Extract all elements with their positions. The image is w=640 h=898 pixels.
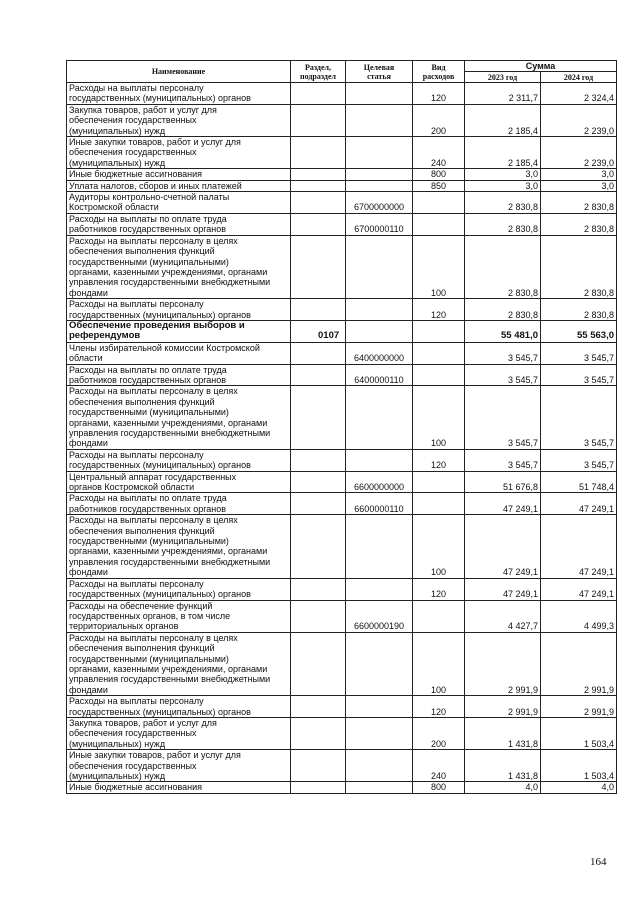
- row-sum-2024: 3 545,7: [541, 386, 617, 449]
- row-sum-2023: 4 427,7: [465, 600, 541, 632]
- row-target: [346, 782, 413, 793]
- row-section: [291, 515, 346, 578]
- row-type: [413, 471, 465, 493]
- row-section: [291, 782, 346, 793]
- header-sum: Сумма: [465, 61, 617, 72]
- row-sum-2024: 3,0: [541, 169, 617, 180]
- row-target: [346, 169, 413, 180]
- row-sum-2023: 3 545,7: [465, 364, 541, 386]
- row-sum-2024: 1 503,4: [541, 717, 617, 749]
- table-row: [67, 320, 617, 342]
- table-row: [67, 83, 617, 105]
- row-target: [346, 449, 413, 471]
- table-row: [67, 515, 617, 578]
- row-name: Уплата налогов, сборов и иных платежей: [67, 180, 291, 191]
- row-type: 100: [413, 632, 465, 695]
- row-sum-2024: 2 830,8: [541, 235, 617, 298]
- row-name: Расходы на выплаты персоналу государственных (муниципальных) органов: [67, 449, 291, 471]
- row-sum-2024: 3 545,7: [541, 364, 617, 386]
- row-sum-2023: 4,0: [465, 782, 541, 793]
- row-target: [346, 717, 413, 749]
- row-sum-2023: 47 249,1: [465, 515, 541, 578]
- table-row: [67, 386, 617, 449]
- row-name: Расходы на выплаты персоналу в целях обеспечения выполнения функций государственными (муниципальными) органами, казенными учреждениями, органами управления государственными внебюджетными фондами: [67, 235, 291, 298]
- row-type: 120: [413, 578, 465, 600]
- row-sum-2024: 47 249,1: [541, 578, 617, 600]
- table-row: [67, 493, 617, 515]
- row-section: [291, 578, 346, 600]
- row-target: 6700000000: [346, 192, 413, 214]
- row-sum-2024: 55 563,0: [541, 320, 617, 342]
- row-sum-2023: 2 991,9: [465, 696, 541, 718]
- row-section: [291, 342, 346, 364]
- table-row: [67, 213, 617, 235]
- row-target: [346, 180, 413, 191]
- row-target: [346, 386, 413, 449]
- row-type: 100: [413, 515, 465, 578]
- row-sum-2023: 3,0: [465, 180, 541, 191]
- row-section: [291, 235, 346, 298]
- row-name: Закупка товаров, работ и услуг для обеспечения государственных (муниципальных) нужд: [67, 717, 291, 749]
- row-sum-2023: 1 431,8: [465, 750, 541, 782]
- row-name: Расходы на выплаты по оплате труда работников государственных органов: [67, 493, 291, 515]
- table-row: [67, 578, 617, 600]
- row-name: Расходы на выплаты по оплате труда работников государственных органов: [67, 213, 291, 235]
- row-sum-2024: 4,0: [541, 782, 617, 793]
- header-year-2024: 2024 год: [541, 72, 617, 83]
- row-name: Расходы на выплаты персоналу в целях обеспечения выполнения функций государственными (муниципальными) органами, казенными учреждениями, органами управления государственными внебюджетными фондами: [67, 515, 291, 578]
- row-name: Иные закупки товаров, работ и услуг для обеспечения государственных (муниципальных) нужд: [67, 750, 291, 782]
- row-section: [291, 600, 346, 632]
- row-target: [346, 515, 413, 578]
- header-year-2023: 2023 год: [465, 72, 541, 83]
- row-section: [291, 632, 346, 695]
- row-target: [346, 104, 413, 136]
- table-row: [67, 364, 617, 386]
- row-type: 800: [413, 782, 465, 793]
- row-sum-2023: 47 249,1: [465, 493, 541, 515]
- row-sum-2023: 2 830,8: [465, 299, 541, 321]
- row-target: 6700000110: [346, 213, 413, 235]
- header-target: Целевая статья: [346, 61, 413, 83]
- row-sum-2024: 3,0: [541, 180, 617, 191]
- row-name: Расходы на выплаты персоналу государственных (муниципальных) органов: [67, 578, 291, 600]
- row-name: Члены избирательной комиссии Костромской области: [67, 342, 291, 364]
- row-section: [291, 386, 346, 449]
- row-sum-2024: 4 499,3: [541, 600, 617, 632]
- row-type: 120: [413, 299, 465, 321]
- row-type: 200: [413, 104, 465, 136]
- row-name: Иные бюджетные ассигнования: [67, 169, 291, 180]
- row-target: [346, 750, 413, 782]
- row-type: 850: [413, 180, 465, 191]
- row-section: [291, 717, 346, 749]
- row-target: [346, 632, 413, 695]
- row-target: [346, 235, 413, 298]
- row-section: 0107: [291, 320, 346, 342]
- row-section: [291, 493, 346, 515]
- row-name: Расходы на обеспечение функций государственных органов, в том числе территориальных органов: [67, 600, 291, 632]
- row-sum-2024: 2 239,0: [541, 137, 617, 169]
- row-section: [291, 471, 346, 493]
- row-section: [291, 83, 346, 105]
- row-section: [291, 364, 346, 386]
- row-type: 100: [413, 386, 465, 449]
- row-sum-2023: 3 545,7: [465, 386, 541, 449]
- row-sum-2023: 2 830,8: [465, 213, 541, 235]
- row-target: 6600000000: [346, 471, 413, 493]
- row-target: [346, 137, 413, 169]
- row-target: [346, 299, 413, 321]
- row-name: Расходы на выплаты по оплате труда работников государственных органов: [67, 364, 291, 386]
- row-sum-2024: 3 545,7: [541, 449, 617, 471]
- row-name: Расходы на выплаты персоналу в целях обеспечения выполнения функций государственными (муниципальными) органами, казенными учреждениями, органами управления государственными внебюджетными фондами: [67, 632, 291, 695]
- row-sum-2023: 2 830,8: [465, 192, 541, 214]
- header-type: Вид расходов: [413, 61, 465, 83]
- table-row: [67, 137, 617, 169]
- row-type: 200: [413, 717, 465, 749]
- row-target: 6600000190: [346, 600, 413, 632]
- table-row: [67, 169, 617, 180]
- row-sum-2024: 3 545,7: [541, 342, 617, 364]
- row-target: [346, 83, 413, 105]
- table-row: [67, 600, 617, 632]
- table-row: [67, 750, 617, 782]
- row-name: Расходы на выплаты персоналу в целях обеспечения выполнения функций государственными (муниципальными) органами, казенными учреждениями, органами управления государственными внебюджетными фондами: [67, 386, 291, 449]
- table-row: [67, 235, 617, 298]
- table-row: [67, 449, 617, 471]
- table-row: [67, 192, 617, 214]
- row-target: [346, 320, 413, 342]
- row-sum-2023: 47 249,1: [465, 578, 541, 600]
- row-section: [291, 137, 346, 169]
- row-name: Центральный аппарат государственных органов Костромской области: [67, 471, 291, 493]
- row-type: [413, 600, 465, 632]
- table-row: [67, 782, 617, 793]
- row-name: Аудиторы контрольно-счетной палаты Костромской области: [67, 192, 291, 214]
- row-type: [413, 320, 465, 342]
- row-sum-2023: 3 545,7: [465, 449, 541, 471]
- row-type: [413, 192, 465, 214]
- row-section: [291, 750, 346, 782]
- row-section: [291, 192, 346, 214]
- row-sum-2023: 2 830,8: [465, 235, 541, 298]
- row-sum-2023: 2 185,4: [465, 137, 541, 169]
- row-target: 6600000110: [346, 493, 413, 515]
- row-sum-2024: 47 249,1: [541, 515, 617, 578]
- row-sum-2024: 1 503,4: [541, 750, 617, 782]
- header-name: Наименование: [67, 61, 291, 83]
- table-row: [67, 342, 617, 364]
- row-sum-2023: 55 481,0: [465, 320, 541, 342]
- budget-table: [66, 60, 617, 794]
- row-sum-2024: 2 991,9: [541, 696, 617, 718]
- row-sum-2023: 2 991,9: [465, 632, 541, 695]
- row-type: 800: [413, 169, 465, 180]
- row-sum-2023: 3 545,7: [465, 342, 541, 364]
- row-type: 100: [413, 235, 465, 298]
- row-name: Расходы на выплаты персоналу государственных (муниципальных) органов: [67, 83, 291, 105]
- row-target: [346, 696, 413, 718]
- row-section: [291, 213, 346, 235]
- row-type: [413, 342, 465, 364]
- row-section: [291, 180, 346, 191]
- row-sum-2024: 2 324,4: [541, 83, 617, 105]
- row-name: Закупка товаров, работ и услуг для обеспечения государственных (муниципальных) нужд: [67, 104, 291, 136]
- row-name: Иные бюджетные ассигнования: [67, 782, 291, 793]
- row-name: Расходы на выплаты персоналу государственных (муниципальных) органов: [67, 696, 291, 718]
- table-row: [67, 717, 617, 749]
- row-sum-2023: 3,0: [465, 169, 541, 180]
- row-sum-2024: 2 239,0: [541, 104, 617, 136]
- page-number: 164: [590, 856, 607, 868]
- row-sum-2024: 51 748,4: [541, 471, 617, 493]
- row-section: [291, 104, 346, 136]
- header-section: Раздел, подраздел: [291, 61, 346, 83]
- row-type: 120: [413, 449, 465, 471]
- table-row: [67, 104, 617, 136]
- row-sum-2024: 2 991,9: [541, 632, 617, 695]
- row-target: 6400000000: [346, 342, 413, 364]
- row-type: 120: [413, 83, 465, 105]
- row-sum-2023: 1 431,8: [465, 717, 541, 749]
- row-type: [413, 493, 465, 515]
- row-type: 120: [413, 696, 465, 718]
- row-type: [413, 213, 465, 235]
- table-row: [67, 180, 617, 191]
- row-target: 6400000110: [346, 364, 413, 386]
- row-sum-2023: 2 311,7: [465, 83, 541, 105]
- row-type: 240: [413, 137, 465, 169]
- row-sum-2024: 2 830,8: [541, 213, 617, 235]
- row-type: [413, 364, 465, 386]
- row-name: Иные закупки товаров, работ и услуг для обеспечения государственных (муниципальных) нужд: [67, 137, 291, 169]
- table-row: [67, 471, 617, 493]
- table-row: [67, 696, 617, 718]
- row-sum-2024: 47 249,1: [541, 493, 617, 515]
- table-row: [67, 632, 617, 695]
- row-section: [291, 449, 346, 471]
- row-sum-2023: 2 185,4: [465, 104, 541, 136]
- table-header: [67, 61, 617, 83]
- row-sum-2024: 2 830,8: [541, 299, 617, 321]
- row-section: [291, 299, 346, 321]
- row-section: [291, 169, 346, 180]
- table-body: [67, 83, 617, 794]
- row-name: Обеспечение проведения выборов и референдумов: [67, 320, 291, 342]
- row-target: [346, 578, 413, 600]
- row-section: [291, 696, 346, 718]
- row-type: 240: [413, 750, 465, 782]
- row-sum-2024: 2 830,8: [541, 192, 617, 214]
- row-sum-2023: 51 676,8: [465, 471, 541, 493]
- row-name: Расходы на выплаты персоналу государственных (муниципальных) органов: [67, 299, 291, 321]
- table-row: [67, 299, 617, 321]
